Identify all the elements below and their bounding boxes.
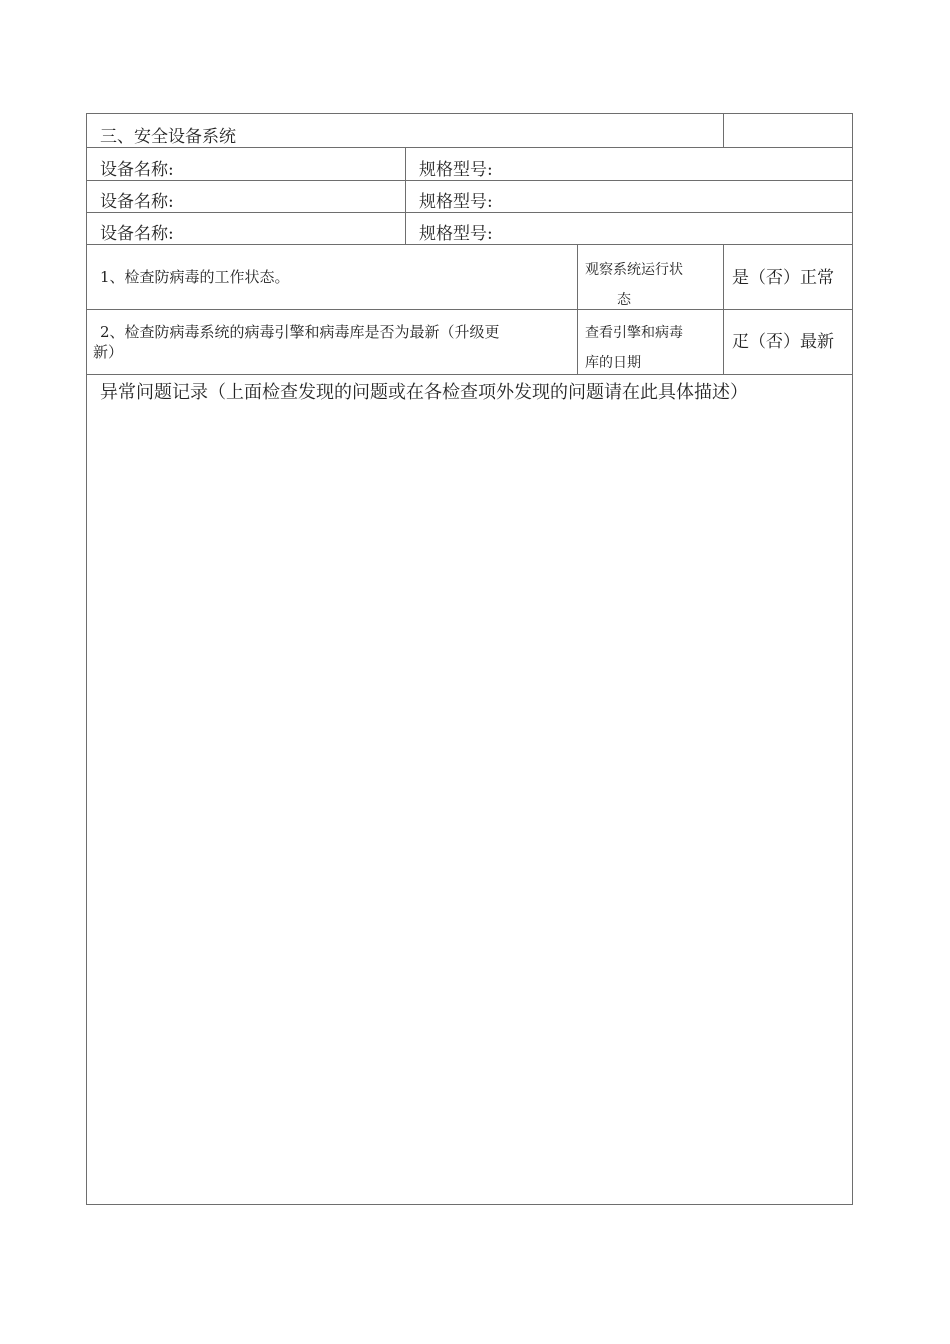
equipment-name-label: 设备名称:	[100, 192, 174, 212]
column-divider	[723, 113, 724, 148]
check-result-text: 疋（否）最新	[732, 332, 834, 352]
inspection-form-table	[86, 113, 853, 1205]
table-border-top	[86, 113, 853, 114]
row-divider	[86, 147, 853, 148]
row-divider	[86, 309, 853, 310]
check-method-text: 态	[617, 292, 631, 308]
check-method-text: 查看引擎和病毒	[585, 325, 683, 341]
section-title: 三、安全设备系统	[100, 127, 236, 147]
row-divider	[86, 212, 853, 213]
check-result-text: 是（否）正常	[732, 268, 834, 288]
equipment-name-label: 设备名称:	[100, 160, 174, 180]
equipment-name-label: 设备名称:	[100, 224, 174, 244]
equipment-model-label: 规格型号:	[419, 160, 493, 180]
table-border-bottom	[86, 1204, 853, 1205]
check-method-text: 观察系统运行状	[585, 262, 683, 278]
row-divider	[86, 180, 853, 181]
column-divider	[577, 244, 578, 375]
check-item-text: 1、检查防病毒的工作状态。	[100, 268, 290, 286]
notes-label: 异常问题记录（上面检查发现的问题或在各检查项外发现的问题请在此具体描述）	[100, 382, 748, 403]
row-divider	[86, 244, 853, 245]
column-divider	[723, 244, 724, 375]
equipment-model-label: 规格型号:	[419, 192, 493, 212]
column-divider	[405, 147, 406, 245]
check-item-text: 2、检查防病毒系统的病毒引擎和病毒库是否为最新（升级更	[100, 323, 500, 341]
row-divider	[86, 374, 853, 375]
notes-area[interactable]	[87, 411, 852, 1203]
table-border-right	[852, 113, 853, 1205]
check-method-text: 库的日期	[585, 355, 641, 371]
equipment-model-label: 规格型号:	[419, 224, 493, 244]
check-item-text: 新）	[93, 343, 124, 361]
